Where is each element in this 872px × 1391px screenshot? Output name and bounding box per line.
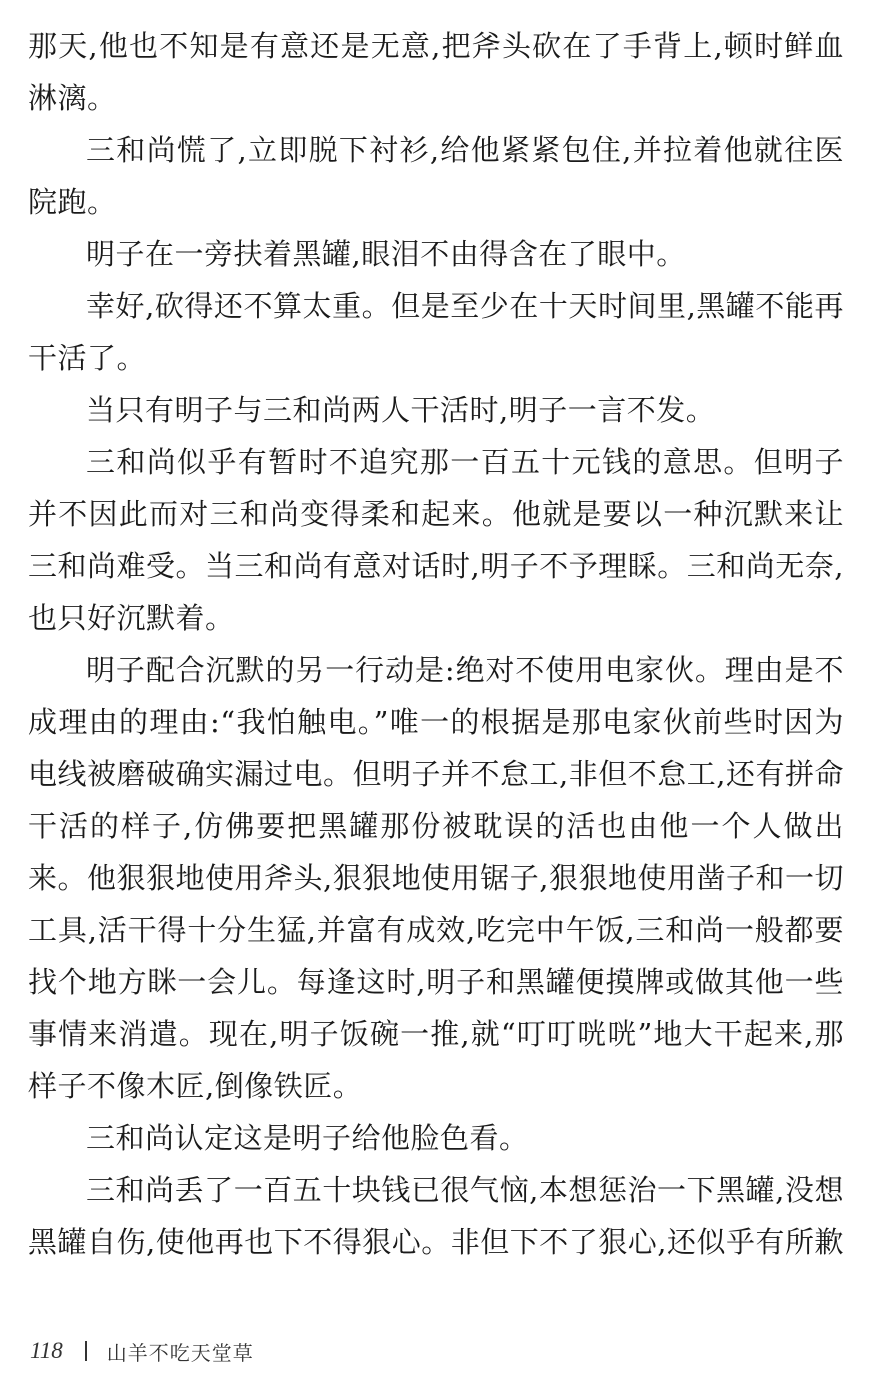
book-title: 山羊不吃天堂草 — [106, 1340, 254, 1365]
footer-divider — [85, 1341, 87, 1361]
page-footer — [30, 1334, 254, 1368]
paragraph-3: 明子在一旁扶着黑罐,眼泪不由得含在了眼中。 — [86, 237, 686, 271]
paragraph-8: 三和尚认定这是明子给他脸色看。 — [86, 1121, 529, 1155]
paragraph-7: 明子配合沉默的另一行动是:绝对不使用电家伙。理由是不成理由的理由:“我怕触电。”唯一的根据是那电家伙前些时因为电线被磨破确实漏过电。但明子并不怠工,非但不怠工,还有拼命干活的样子,仿佛要把黑罐那份被耽误的活也由他一个人做出来。他狠狠地使用斧头,狠狠地使用锯子,狠狠地使用凿子和一切工具,活干得十分生猛,并富有成效,吃完中午饭,三和尚一般都要找个地方眯一会儿。每逢这时,明子和黑罐便摸牌或做其他一些事情来消遣。现在,明子饭碗一推,就“叮叮咣咣”地大干起来,那样子不像木匠,倒像铁匠。 — [28, 653, 844, 1103]
paragraph-5: 当只有明子与三和尚两人干活时,明子一言不发。 — [86, 393, 716, 427]
paragraph-4: 幸好,砍得还不算太重。但是至少在十天时间里,黑罐不能再干活了。 — [28, 289, 844, 375]
page-number: 118 — [30, 1338, 63, 1363]
paragraph-2: 三和尚慌了,立即脱下衬衫,给他紧紧包住,并拉着他就往医院跑。 — [28, 133, 844, 219]
paragraph-6: 三和尚似乎有暂时不追究那一百五十元钱的意思。但明子并不因此而对三和尚变得柔和起来。他就是要以一种沉默来让三和尚难受。当三和尚有意对话时,明子不予理睬。三和尚无奈,也只好沉默着。 — [28, 445, 844, 635]
body-text — [28, 20, 844, 1268]
paragraph-9: 三和尚丢了一百五十块钱已很气恼,本想惩治一下黑罐,没想黑罐自伤,使他再也下不得狠心。非但下不了狠心,还似乎有所歉 — [28, 1173, 844, 1259]
paragraph-1: 那天,他也不知是有意还是无意,把斧头砍在了手背上,顿时鲜血淋漓。 — [28, 29, 844, 115]
